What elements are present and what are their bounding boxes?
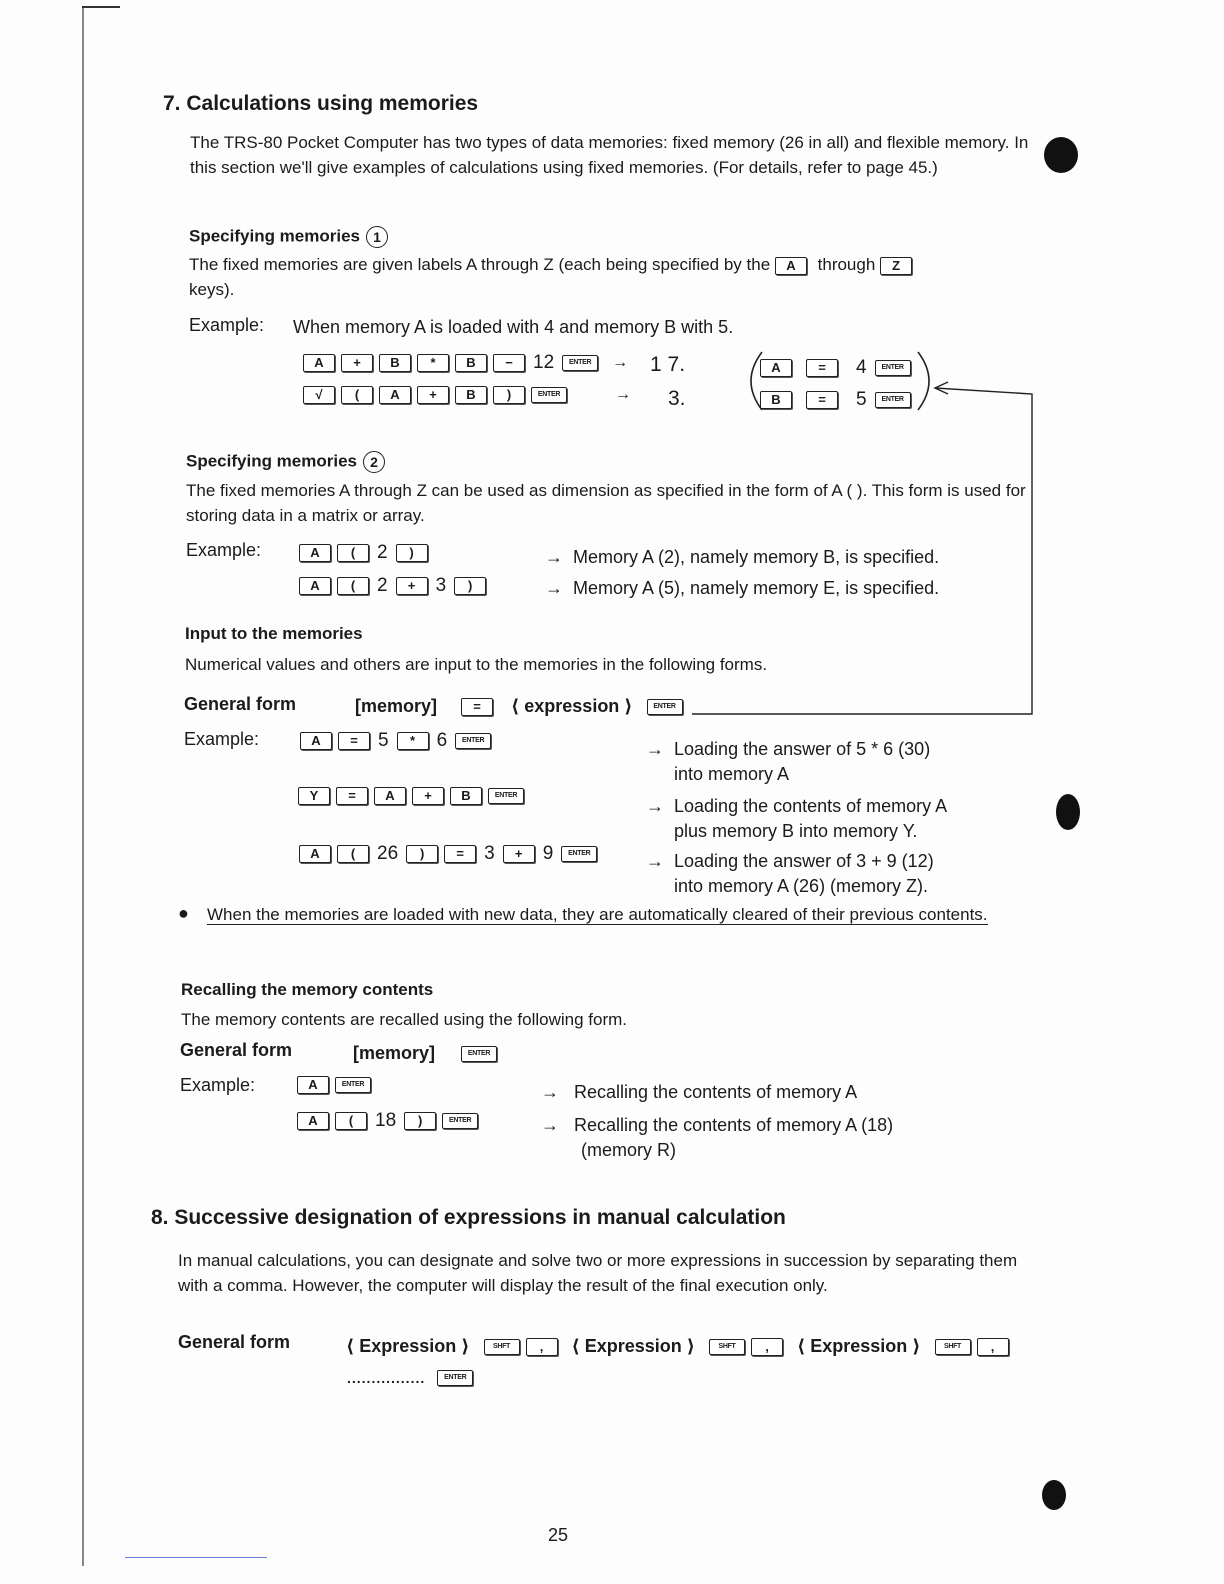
recall-general-form <box>353 1043 503 1064</box>
circled-number: 2 <box>363 451 385 473</box>
key: ) <box>396 544 428 562</box>
comma-key: , <box>751 1338 783 1356</box>
key: * <box>417 354 449 372</box>
spec1-heading: Specifying memories 1 <box>189 226 388 248</box>
key: B <box>455 386 487 404</box>
page-number: 25 <box>548 1525 569 1545</box>
arrow: → <box>612 354 629 371</box>
key: A <box>297 1112 329 1130</box>
spec1-key-row-1 <box>303 352 636 374</box>
key: + <box>341 354 373 372</box>
spec1-example-label: Example: <box>189 315 265 335</box>
section-8-title: 8. Successive designation of expressions in manual calculation <box>151 1206 786 1229</box>
expression-placeholder: ⟨ Expression ⟩ <box>571 1336 695 1356</box>
enter-key: ENTER <box>562 355 598 371</box>
recall-example-2-desc: → Recalling the contents of memory A (18) (memory R) <box>541 1115 894 1160</box>
section-8-general-form <box>346 1336 1015 1357</box>
shift-key: SHFT <box>484 1339 520 1355</box>
punch-hole <box>1056 794 1080 830</box>
recall-general-label: General form <box>180 1040 293 1060</box>
key: = <box>461 698 493 716</box>
left-margin-line <box>82 6 84 1566</box>
enter-key: ENTER <box>335 1077 371 1093</box>
top-corner-mark <box>82 6 120 8</box>
key-z: Z <box>880 257 912 275</box>
circled-number: 1 <box>366 226 388 248</box>
spec2-example-1-desc: → Memory A (2), namely memory B, is specified. <box>545 547 940 567</box>
recall-example-label: Example: <box>180 1075 256 1095</box>
input-heading: Input to the memories <box>185 624 363 643</box>
arrow: → <box>615 386 631 403</box>
shift-key: SHFT <box>709 1339 745 1355</box>
expression-placeholder: ⟨ expression ⟩ <box>511 696 633 716</box>
section-7-title: 7. Calculations using memories <box>163 92 479 115</box>
expression-placeholder: ⟨ Expression ⟩ <box>346 1336 470 1356</box>
section-8-continuation <box>347 1370 479 1386</box>
number: 2 <box>377 542 388 563</box>
setup-row-a <box>760 357 917 379</box>
input-example-1-desc: → Loading the answer of 5 * 6 (30) into memory A <box>646 739 931 784</box>
ellipsis: ................ <box>347 1370 426 1386</box>
recall-example-1-keys <box>297 1076 377 1094</box>
key: ( <box>335 1112 367 1130</box>
key: ) <box>404 1112 436 1130</box>
key: B <box>450 787 482 805</box>
enter-key: ENTER <box>488 788 524 804</box>
shift-key: SHFT <box>935 1339 971 1355</box>
key: ( <box>337 845 369 863</box>
enter-key: ENTER <box>442 1113 478 1129</box>
input-example-label: Example: <box>184 729 260 749</box>
input-note: When the memories are loaded with new data, they are automatically cleared of their previous contents. <box>207 905 988 924</box>
input-example-1-keys <box>300 730 497 752</box>
number: 3 <box>435 575 447 596</box>
key: = <box>338 732 370 750</box>
section-8-body: In manual calculations, you can designate and solve two or more expressions in succession by separating them with a comma. However, the computer will display the result of the final execution only. <box>178 1251 1018 1295</box>
enter-key: ENTER <box>875 392 911 408</box>
spec2-heading: Specifying memories 2 <box>186 451 385 473</box>
comma-key: , <box>977 1338 1009 1356</box>
section-8-general-label: General form <box>178 1332 291 1352</box>
enter-key: ENTER <box>561 846 597 862</box>
punch-hole <box>1044 137 1078 173</box>
key: * <box>397 732 429 750</box>
key: = <box>336 787 368 805</box>
enter-key: ENTER <box>437 1370 473 1386</box>
input-example-3-desc: → Loading the answer of 3 + 9 (12) into memory A (26) (memory Z). <box>646 851 934 896</box>
spec2-example-2-desc: → Memory A (5), namely memory E, is specified. <box>545 578 940 598</box>
key: + <box>412 787 444 805</box>
key: = <box>806 359 838 377</box>
key: ( <box>337 577 369 595</box>
key: A <box>299 845 331 863</box>
number: 26 <box>377 843 399 864</box>
key: ) <box>406 845 438 863</box>
key: A <box>760 359 792 377</box>
enter-key: ENTER <box>455 733 491 749</box>
punch-hole <box>1042 1480 1066 1510</box>
spec2-body: The fixed memories A through Z can be used as dimension as specified in the form of A ( ). This form is used for storing data in a matrix or array. <box>186 481 1026 525</box>
key: A <box>379 386 411 404</box>
key: B <box>455 354 487 372</box>
key: ( <box>337 544 369 562</box>
number: 5 <box>856 389 867 410</box>
expression-placeholder: ⟨ Expression ⟩ <box>797 1336 921 1356</box>
result: 3. <box>668 387 686 410</box>
key: A <box>303 354 335 372</box>
spec2-example-2-keys <box>299 575 492 597</box>
enter-key: ENTER <box>531 387 567 403</box>
input-example-2-keys <box>298 787 530 805</box>
number: 18 <box>375 1110 397 1131</box>
key: + <box>503 845 535 863</box>
recall-example-2-keys <box>297 1110 484 1132</box>
memory-placeholder: [memory] <box>353 1043 436 1063</box>
key: = <box>444 845 476 863</box>
key: √ <box>303 386 335 404</box>
bottom-rule <box>125 1557 267 1558</box>
key: B <box>379 354 411 372</box>
number: 5 <box>378 730 389 751</box>
section-7-intro: The TRS-80 Pocket Computer has two types of data memories: fixed memory (26 in all) and flexible memory. In this section we'll give examples of calculations using fixed memories. (For details, refer to page 45.) <box>190 133 1029 177</box>
enter-key: ENTER <box>647 699 683 715</box>
key: − <box>493 354 525 372</box>
spec1-body: The fixed memories are given labels A through Z (each being specified by the A through Z keys). <box>189 252 1039 302</box>
recall-body: The memory contents are recalled using the following form. <box>181 1010 627 1029</box>
key: Y <box>298 787 330 805</box>
spec2-example-1-keys <box>299 542 434 564</box>
key: + <box>417 386 449 404</box>
key: + <box>396 577 428 595</box>
input-general-form <box>355 696 689 717</box>
input-general-label: General form <box>184 694 297 714</box>
spec2-example-label: Example: <box>186 540 262 560</box>
spec1-key-row-2 <box>303 386 639 404</box>
spec1-example-text: When memory A is loaded with 4 and memory B with 5. <box>293 317 734 337</box>
key: = <box>806 391 838 409</box>
input-body: Numerical values and others are input to the memories in the following forms. <box>185 655 768 674</box>
input-example-2-desc: → Loading the contents of memory A plus memory B into memory Y. <box>646 796 948 841</box>
comma-key: , <box>526 1338 558 1356</box>
key: A <box>297 1076 329 1094</box>
key: B <box>760 391 792 409</box>
key-a: A <box>775 257 807 275</box>
recall-example-1-desc: → Recalling the contents of memory A <box>541 1082 858 1102</box>
number: 6 <box>436 730 448 751</box>
number: 12 <box>533 352 555 373</box>
key: ( <box>341 386 373 404</box>
enter-key: ENTER <box>875 360 911 376</box>
input-example-3-keys <box>299 843 603 865</box>
key: A <box>299 544 331 562</box>
result: 1 7. <box>650 353 686 376</box>
number: 3 <box>484 843 495 864</box>
key: A <box>374 787 406 805</box>
key: A <box>299 577 331 595</box>
memory-placeholder: [memory] <box>355 696 438 716</box>
number: 9 <box>542 843 554 864</box>
key: ) <box>454 577 486 595</box>
key: ) <box>493 386 525 404</box>
number: 4 <box>856 357 867 378</box>
recall-heading: Recalling the memory contents <box>181 980 434 999</box>
note-bullet: ● <box>178 903 189 923</box>
key: A <box>300 732 332 750</box>
enter-key: ENTER <box>461 1046 497 1062</box>
number: 2 <box>377 575 388 596</box>
